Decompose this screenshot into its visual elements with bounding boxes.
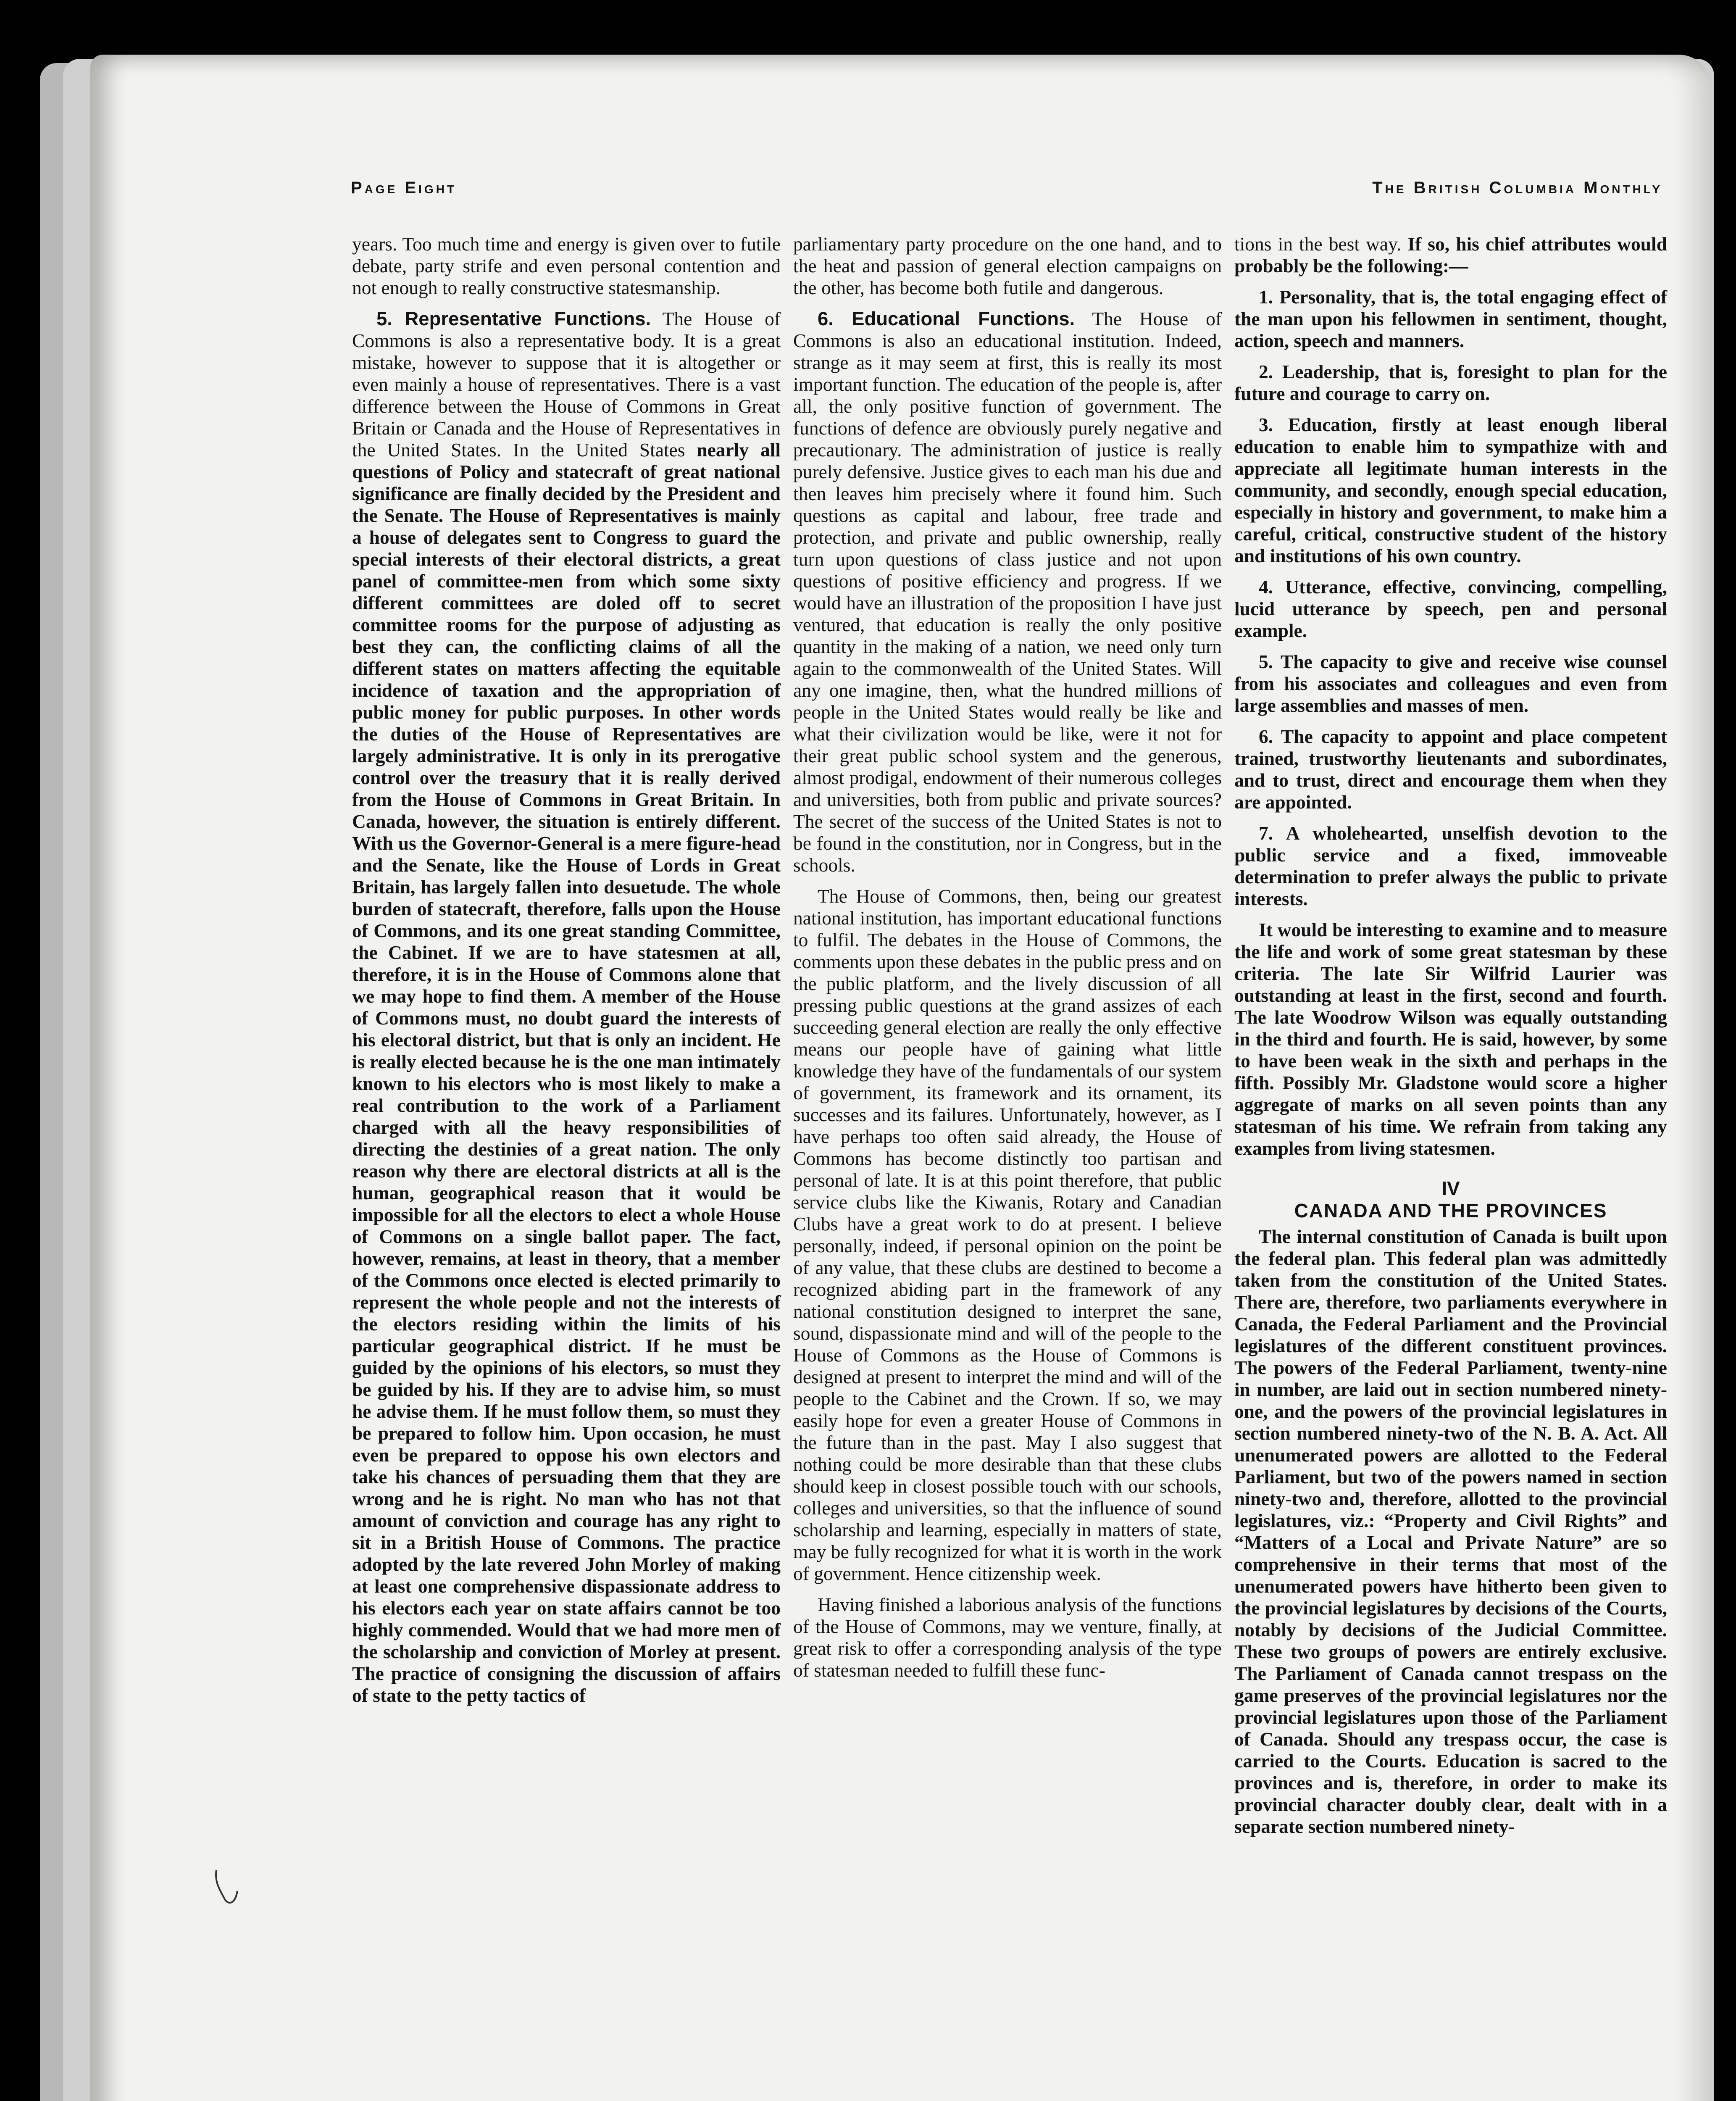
section-number: IV	[1441, 1177, 1460, 1199]
list-item: 4. Utterance, effective, convincing, compelling, lucid utterance by speech, pen and personal example.	[1234, 576, 1667, 641]
section-lead: 6. Educational Functions.	[818, 308, 1075, 329]
page-header	[351, 168, 1662, 197]
paragraph-representative-functions: 5. Representative Functions. The House of Commons is also a representative body. It is a great mistake, however to suppose that it is altogether or even mainly a house of representatives. There is a vast difference between the House of Commons in Great Britain or Canada and the House of Representatives in the United States. In the United States nearly all questions of Policy and statecraft of great national significance are finally decided by the President and the Senate. The House of Representatives is mainly a house of delegates sent to Congress to guard the special interests of their electoral districts, a great panel of committee-men from which some sixty different committees are doled off to secret committee rooms for the purpose of adjusting as best they can, the conflicting claims of all the different states on matters affecting the equitable incidence of taxation and the appropriation of public money for public purposes. In other words the duties of the House of Representatives are largely administrative. It is only in its prerogative control over the treasury that it is really derived from the House of Commons in Great Britain. In Canada, however, the situation is entirely different. With us the Governor-General is a mere figure-head and the Senate, like the House of Lords in Great Britain, has largely fallen into desuetude. The whole burden of statecraft, therefore, falls upon the House of Commons, and its one great standing Committee, the Cabinet. If we are to have statesmen at all, therefore, it is in the House of Commons alone that we may hope to find them. A member of the House of Commons must, no doubt guard the interests of his electoral district, but that is only an incident. He is really elected because he is the one man intimately known to his electors who is most likely to make a real contribution to the work of a Parliament charged with all the heavy responsibilities of directing the destinies of a great nation. The only reason why there are electoral districts at all is the human, geographical reason that it would be impossible for all the electors to elect a whole House of Commons on a single ballot paper. The fact, however, remains, at least in theory, that a member of the Commons once elected is elected primarily to represent the whole people and not the interests of the electors residing within the limits of his particular geographical district. If he must be guided by the opinions of his electors, so must they be guided by his. If they are to advise him, so must he advise them. If he must follow them, so must they be prepared to follow him. Upon occasion, he must even be prepared to oppose his own electors and take his chances of persuading them that they are wrong and he is right. No man who has not that amount of conviction and courage has any right to sit in a British House of Commons. The practice adopted by the late revered John Morley of making at least one comprehensive dispassionate address to his electors each year on state affairs cannot be too highly commended. Would that we had more men of the scholarship and conviction of Morley at present. The practice of consigning the discussion of affairs of state to the petty tactics of	[352, 308, 781, 1706]
list-item: 1. Personality, that is, the total engaging effect of the man upon his fellowmen in sentiment, thought, action, speech and manners.	[1234, 286, 1667, 351]
paragraph: Having finished a laborious analysis of the functions of the House of Commons, may we venture, finally, at great risk to offer a corresponding analysis of the type of statesman needed to fulfill these func-	[793, 1594, 1222, 1681]
column-1	[352, 233, 781, 1716]
paragraph: The internal constitution of Canada is built upon the federal plan. This federal plan was admittedly taken from the constitution of the United States. There are, therefore, two parliaments everywhere in Canada, the Federal Parliament and the Provincial legislatures of the different constituent provinces. The powers of the Federal Parliament, twenty-nine in number, are laid out in section numbered ninety-one, and the powers of the provincial legislatures in section numbered ninety-two of the N. B. A. Act. All unenumerated powers are allotted to the Federal Parliament, but two of the powers named in section ninety-two and, therefore, allotted to the provincial legislatures, viz.: “Property and Civil Rights” and “Matters of a Local and Private Nature” are so comprehensive in their terms that most of the unenumerated powers have hitherto been given to the provincial legislatures by decisions of the Courts, notably by decisions of the Judicial Committee. These two groups of powers are entirely exclusive. The Parliament of Canada cannot trespass on the game preserves of the provincial legislatures nor the provincial legislatures upon those of the Parliament of Canada. Should any trespass occur, the case is carried to the Courts. Education is sacred to the provinces and is, therefore, in order to make its provincial character doubly clear, dealt with in a separate section numbered ninety-	[1234, 1226, 1667, 1837]
pencil-mark-icon	[212, 1866, 242, 1912]
list-item: 5. The capacity to give and receive wise counsel from his associates and colleagues and even from large assemblies and masses of men.	[1234, 651, 1667, 716]
section-title: CANADA AND THE PROVINCES	[1294, 1200, 1607, 1222]
column-2	[793, 233, 1222, 1690]
section-lead: 5. Representative Functions.	[376, 308, 651, 329]
list-item: 2. Leadership, that is, foresight to plan for the future and courage to carry on.	[1234, 361, 1667, 404]
list-item: 3. Education, firstly at least enough liberal education to enable him to sympathize with and appreciate all legitimate human interests in the community, and secondly, enough special education, especially in history and government, to make him a careful, critical, constructive student of the history and institutions of his own country.	[1234, 414, 1667, 566]
paragraph: It would be interesting to examine and to measure the life and work of some great statesman by these criteria. The late Sir Wilfrid Laurier was outstanding at least in the first, second and fourth. The late Woodrow Wilson was equally outstanding in the third and fourth. He is said, however, by some to have been weak in the sixth and perhaps in the fifth. Possibly Mr. Gladstone would score a higher aggregate of marks on all seven points than any statesman of his time. We refrain from taking any examples from living statesmen.	[1234, 919, 1667, 1159]
paragraph: tions in the best way. If so, his chief attributes would probably be the following:—	[1234, 233, 1668, 276]
column-3	[1234, 233, 1667, 1847]
paragraph-educational-functions: 6. Educational Functions. The House of Commons is also an educational institution. Indeed, strange as it may seem at first, this is really its most important function. The education of the people is, after all, the only positive function of government. The functions of defence are obviously purely negative and precautionary. The administration of justice is really purely defensive. Justice gives to each man his due and then leaves him precisely where it found him. Such questions as capital and labour, free trade and protection, and private and public ownership, really turn upon questions of class justice and not upon questions of positive efficiency and progress. If we would have an illustration of the proposition I have just ventured, that education is really the only positive quantity in the making of a nation, we need only turn again to the commonwealth of the United States. Will any one imagine, then, what the hundred millions of people in the United States would really be like and what their civilization would be like, were it not for their great public school system and the generous, almost prodigal, endowment of their numerous colleges and universities, both from public and private sources? The secret of the success of the United States is not to be found in the constitution, nor in Congress, but in the schools.	[793, 308, 1222, 876]
paragraph: years. Too much time and energy is given over to futile debate, party strife and even personal contention and not enough to really constructive statesmanship.	[352, 233, 781, 298]
page-number: Page Eight	[351, 179, 457, 197]
paragraph: The House of Commons, then, being our greatest national institution, has important educational functions to fulfil. The debates in the House of Commons, the comments upon these debates in the public press and on the public platform, and the lively discussion of all pressing public questions at the grand assizes of each succeeding general election are really the only effective means our people have of gaining what little knowledge they have of the fundamentals of our system of government, its framework and its ornament, its successes and its failures. Unfortunately, however, as I have perhaps too often said already, the House of Commons has become distinctly too partisan and personal of late. It is at this point therefore, that public service clubs like the Kiwanis, Rotary and Canadian Clubs have a great work to do at present. I believe personally, indeed, if personal opinion on the point be of any value, that these clubs are destined to become a recognized abiding part in the framework of any national constitution designed to interpret the sane, sound, dispassionate mind and will of the people to the House of Commons as the House of Commons is designed at present to interpret the mind and will of the people to the Cabinet and the Crown. If so, we may easily hope for even a greater House of Commons in the future than in the past. May I also suggest that nothing could be more desirable than that these clubs should keep in closest possible touch with our schools, colleges and universities, so that the influence of sound scholarship and learning, especially in matters of state, may be fully recognized for what it is worth in the work of government. Hence citizenship week.	[793, 885, 1222, 1584]
publication-title: The British Columbia Monthly	[1372, 179, 1662, 197]
paragraph: parliamentary party procedure on the one hand, and to the heat and passion of general election campaigns on the other, has become both futile and dangerous.	[793, 233, 1222, 298]
list-item: 7. A wholehearted, unselfish devotion to the public service and a fixed, immoveable determination to prefer always the public to private interests.	[1234, 822, 1667, 909]
list-item: 6. The capacity to appoint and place competent trained, trustworthy lieutenants and subordinates, and to trust, direct and encourage them when they are appointed.	[1234, 726, 1667, 813]
